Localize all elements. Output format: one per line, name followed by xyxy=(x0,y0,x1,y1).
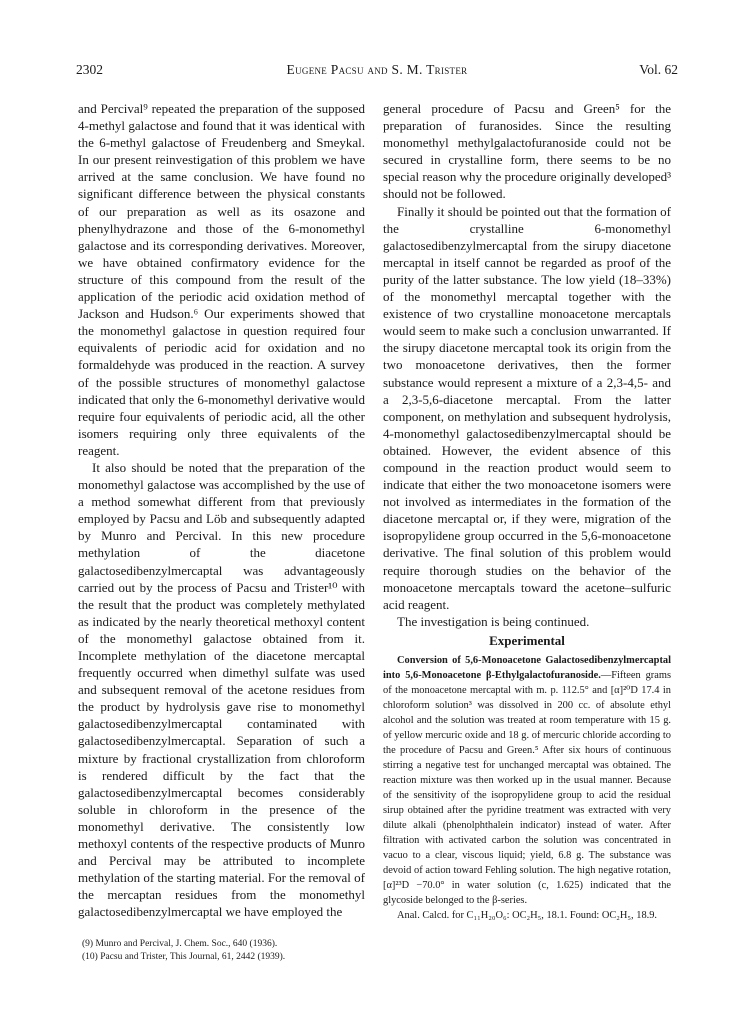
footnote: (10) Pacsu and Trister, This Journal, 61, 2442 (1939). xyxy=(82,952,286,962)
left-column xyxy=(78,100,365,921)
page-number: 2302 xyxy=(76,62,103,77)
section-heading: Experimental xyxy=(489,632,565,648)
running-title: Eugene Pacsu and S. M. Trister xyxy=(286,62,468,77)
right-column xyxy=(383,100,671,923)
running-header xyxy=(76,62,678,82)
volume-label: Vol. 62 xyxy=(639,62,678,77)
paragraph: Finally it should be pointed out that the formation of the crystalline 6-monomethyl galactosedibenzylmercaptal from the sirupy diacetone mercaptal in itself cannot be regarded as proof of the purity of the latter substance. The low yield (18–33%) of the monomethyl mercaptal together with the existence of two crystalline monoacetone mercaptals would seem to make such a conclusion unwarranted. If the sirupy diacetone mercaptal took its origin from the two monoacetone derivatives, then the former substance would represent a mixture of a 2,3-4,5- and a 2,3-5,6-diacetone mercaptal. From the latter component, on methylation and subsequent hydrolysis, 4-monomethyl galactosedibenzylmercaptal should be obtained. However, the evident absence of this compound in the reaction product would seem to indicate that either the two monoacetone isomers were not involved as intermediates in the formation of the diacetone mercaptal or, if they were, migration of the isopropylidene group occurred in the 5,6-monoacetone derivative. The final solution of this problem would require thorough studies on the behavior of the monoacetone mercaptals toward the acetone–sulfuric acid reagent. xyxy=(383,203,671,612)
paragraph: It also should be noted that the preparation of the monomethyl galactose was accomplished by the use of a method somewhat different from that previously employed by Pacsu and Löb and subsequently adapted by Munro and Percival. In this new procedure methylation of the diacetone galactosedibenzylmercaptal was advantageously carried out by the process of Pacsu and Trister¹⁰ with the result that the product was completely methylated as indicated by the nearly theoretical methoxyl content of the monomethyl galactose obtained from it. Incomplete methylation of the diacetone mercaptal frequently occurred when dimethyl sulfate was used and subsequent removal of the acetone residues from the product by hydrolysis gave rise to monomethyl galactosedibenzylmercaptal contaminated with galactosedibenzylmercaptal. Separation of such a mixture by fractional crystallization from chloroform is rendered difficult by the fact that the galactosedibenzylmercaptal becomes considerably soluble in chloroform in the presence of the monomethyl derivative. The consistently low methoxyl contents of the respective products of Munro and Percival may be attributed to incomplete methylation of the starting material. For the removal of the mercaptan residues from the monomethyl galactosedibenzylmercaptal we have employed the xyxy=(78,459,366,920)
experimental-paragraph xyxy=(383,653,671,908)
analysis-line: Anal. Calcd. for C₁₁H₂₀O₆: OC₂H₅, 18.1. Found: OC₂H₅, 18.9. xyxy=(397,909,658,921)
paragraph: general procedure of Pacsu and Green⁵ for the preparation of furanosides. Since the resulting monomethyl methylgalactofuranoside could not be secured in crystalline form, there seems to be no special reason why the procedure originally developed³ should not be followed. xyxy=(383,101,671,202)
paragraph: The investigation is being continued. xyxy=(397,613,590,629)
footnotes xyxy=(78,938,365,964)
paragraph: and Percival⁹ repeated the preparation of the supposed 4-methyl galactose and found that it was identical with the 6-methyl galactose of Freudenberg and Smeykal. In our present reinvestigation of this problem we have arrived at the same conclusion. We have found no significant difference between the physical constants of our preparation as well as its osazone and phenylhydrazone and those of the 6-monomethyl galactose and its corresponding derivatives. Moreover, we have obtained confirmatory evidence for the structure of this compound from the result of the application of the periodic acid oxidation method of Jackson and Hudson.⁶ Our experiments showed that the monomethyl galactose in question required four equivalents of periodic acid for oxidation and no formaldehyde was produced in the reaction. A survey of the possible structures of monomethyl galactose indicated that only the 6-monomethyl derivative would require four equivalents of periodic acid, all the other isomers requiring only three equivalents of the reagent. xyxy=(78,101,365,458)
footnote: (9) Munro and Percival, J. Chem. Soc., 640 (1936). xyxy=(82,939,278,949)
experimental-body: —Fifteen grams of the monoacetone mercaptal with m. p. 112.5° and [α]²⁰D 17.4 in chloroform solution³ was dissolved in 200 cc. of absolute ethyl alcohol and the solution was treated at room temperature with 15 g. of yellow mercuric oxide and 18 g. of mercuric chloride according to the procedure of Pacsu and Green.⁵ After six hours of continuous stirring a negative test for unchanged mercaptal was obtained. The reaction mixture was then worked up in the usual manner. Because of the sensitivity of the isopropylidene group to acid the residual sirup obtained after the pyridine treatment was extracted with very dilute alkali (phenolphthalein indicator) instead of water. After filtration with activated carbon the solution was concentrated in vacuo to a clear, viscous liquid; yield, 6.8 g. The substance was devoid of action toward Fehling solution. The high negative rotation, [α]²³D −70.0° in water solution (c, 1.625) indicated that the glycoside belonged to the β-series. xyxy=(383,669,671,906)
experimental-subheading: Conversion of 5,6-Monoacetone Galactosedibenzylmercaptal into 5,6-Monoacetone β-Ethylgalactofuranoside. xyxy=(383,654,671,681)
